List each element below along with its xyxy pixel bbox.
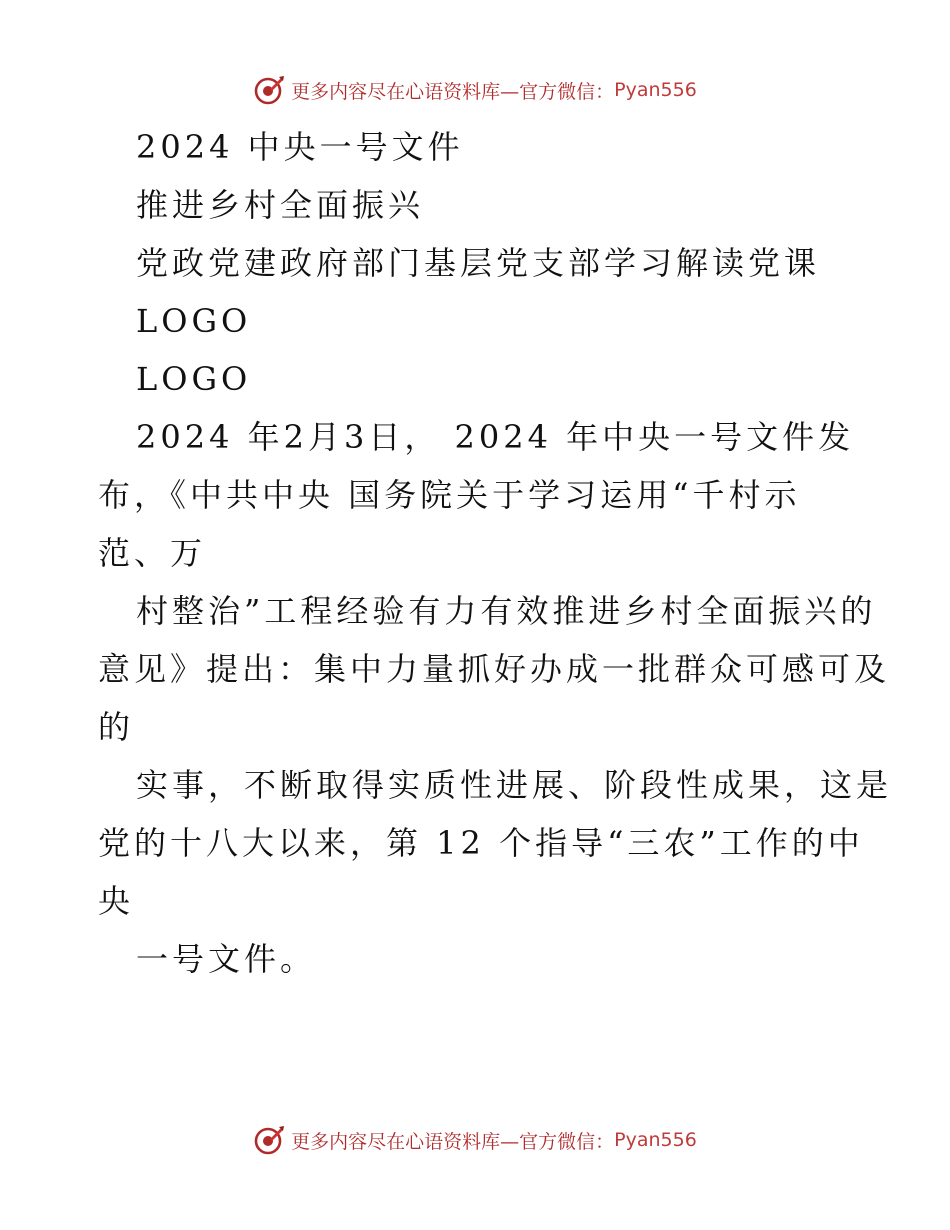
paragraph-line: 一号文件。 — [136, 940, 317, 978]
watermark-text: 更多内容尽在心语资料库—官方微信： — [291, 1130, 615, 1153]
logo-placeholder-text: LOGO — [136, 302, 252, 340]
footer-watermark — [0, 1120, 950, 1160]
paragraph-line: 实事，不断取得实质性进展、阶段性成果，这是 — [136, 766, 893, 804]
paragraph-line: 的 — [98, 708, 135, 746]
quill-logo-icon — [253, 74, 285, 106]
paragraph-line: 范、万 — [98, 534, 207, 572]
document-body — [98, 118, 893, 988]
doc-title-line: 2024 中央一号文件 — [136, 128, 464, 166]
paragraph-line: 意见》提出：集中力量抓好办成一批群众可感可及 — [98, 650, 891, 688]
quill-logo-icon — [253, 1124, 285, 1156]
logo-placeholder-text: LOGO — [136, 360, 252, 398]
doc-audience-line: 党政党建政府部门基层党支部学习解读党课 — [136, 244, 821, 282]
watermark-text: 更多内容尽在心语资料库—官方微信： — [291, 80, 615, 103]
watermark-wechat-id: Pyan556 — [614, 79, 697, 101]
paragraph-line: 党的十八大以来，第 12 个指导“三农”工作的中 — [98, 824, 864, 862]
header-watermark — [0, 70, 950, 110]
paragraph-line: 布，《中共中央 国务院关于学习运用“千村示 — [98, 476, 801, 514]
paragraph-line: 2024 年2月3日， 2024 年中央一号文件发 — [136, 418, 855, 456]
watermark-wechat-id: Pyan556 — [614, 1129, 697, 1151]
paragraph-line: 村整治”工程经验有力有效推进乡村全面振兴的 — [136, 592, 877, 630]
paragraph-line: 央 — [98, 882, 135, 920]
doc-subtitle-line: 推进乡村全面振兴 — [136, 186, 425, 224]
